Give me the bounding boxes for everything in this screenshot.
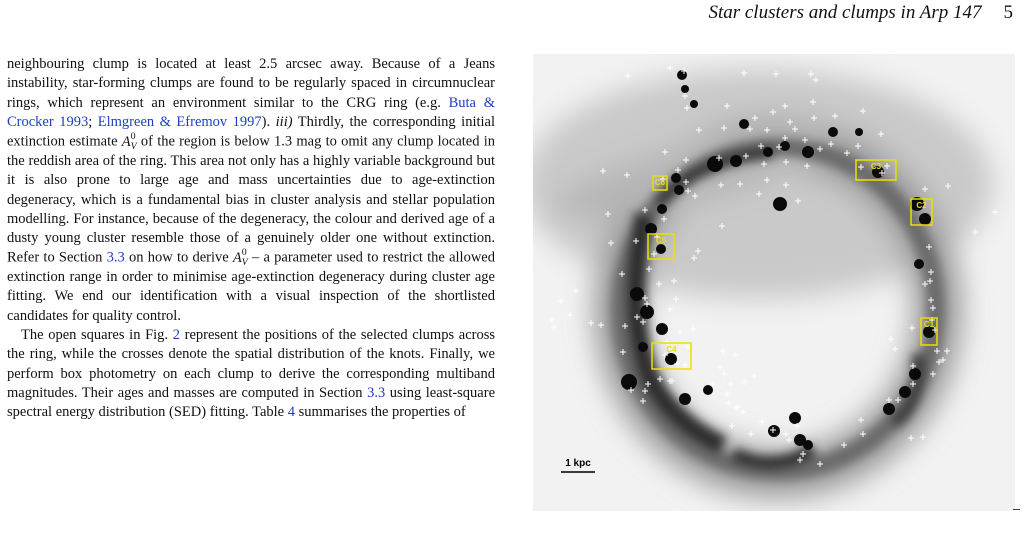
paragraph-2: The open squares in Fig. 2 represent the positions of the selected clumps across the ring, while the crosses denote the spatial distribution of the knots. Finally, we perform box photometry on each clump to derive the corresponding multiband magnitudes. Their ages and masses are computed in Section 3.3 using least-square spectral energy distribution (SED) fitting. Table 4 summarises the properties of	[7, 327, 496, 421]
clump-label-c4: C4	[666, 345, 677, 354]
knot	[789, 412, 801, 424]
running-title: Star clusters and clumps in Arp 147	[708, 2, 982, 23]
knot	[679, 393, 691, 405]
knot	[645, 223, 657, 235]
knot	[773, 197, 787, 211]
edge-tick	[1013, 509, 1020, 510]
knot	[630, 287, 644, 301]
ring-image	[533, 54, 1015, 511]
knot	[763, 147, 773, 157]
knot	[703, 385, 713, 395]
knot	[638, 342, 648, 352]
knot	[681, 85, 689, 93]
clump-label-c2: C2	[916, 201, 927, 210]
page-number: 5	[1003, 2, 1013, 23]
galaxy-ring-figure	[533, 54, 1015, 511]
knot	[657, 204, 667, 214]
clump-label-c6: C6	[654, 178, 666, 187]
section-ref-3-3[interactable]: 3.3	[106, 249, 125, 266]
knot	[780, 141, 790, 151]
knot	[768, 425, 780, 437]
knot	[914, 259, 924, 269]
paragraph-1: neighbouring clump is located at least 2.5 arcsec away. Because of a Jeans instability, star-forming clumps are found to be regularly spaced in circumnuclear rings, which represent an environment similar to the CRG ring (e.g. Buta & Crocker 1993; Elmgreen & Efremov 1997). iii) Thirdly, the corresponding initial extinction estimate A 0 V of the region is below 1.3 mag to omit any clump located in the reddish area of the ring. This area not only has a highly variable background but it is also prone to large age and mass uncertainties due to age-extinction degeneracy, which is a fundamental bias in cluster analysis and stellar population modelling. For instance, because of the degeneracy, the colour and derived age of a dusty young cluster resemble those of a genuinely older one without extinction. Refer to Section 3.3 on how to derive A 0 V – a parameter used to restrict the allowed extinction range in order to minimise age-extinction degeneracy during cluster age fitting. We end our identification with a visual inspection of the shortlisted candidates for quality control.	[7, 56, 496, 324]
math-av0: A 0 V	[121, 131, 137, 153]
knot	[909, 368, 921, 380]
clump-label-c5: C5	[655, 236, 667, 245]
knot	[919, 213, 931, 225]
scale-label: 1 kpc	[565, 458, 591, 469]
knot	[640, 305, 654, 319]
section-ref-3-3[interactable]: 3.3	[367, 384, 386, 401]
math-av0: A 0 V	[232, 247, 248, 269]
body-text-column	[7, 55, 495, 422]
knot	[671, 173, 681, 183]
knot	[899, 386, 911, 398]
knot	[656, 323, 668, 335]
knot	[656, 244, 666, 254]
citation-buta-crocker[interactable]: Buta & Crocker 1993	[7, 94, 495, 130]
knot	[674, 185, 684, 195]
knot	[621, 374, 637, 390]
knot	[883, 403, 895, 415]
knot	[803, 440, 813, 450]
knot	[739, 119, 749, 129]
knot	[802, 146, 814, 158]
clump-label-c1: C1	[923, 320, 935, 329]
figure-ref-2[interactable]: 2	[172, 327, 180, 343]
table-ref-4[interactable]: 4	[287, 404, 295, 421]
clump-label-c3: C3	[870, 162, 882, 171]
running-header	[708, 2, 1013, 24]
knot	[730, 155, 742, 167]
citation-elmgreen-efremov[interactable]: Elmgreen & Efremov 1997	[97, 113, 262, 130]
knot	[690, 100, 698, 108]
knot	[828, 127, 838, 137]
knot	[855, 128, 863, 136]
